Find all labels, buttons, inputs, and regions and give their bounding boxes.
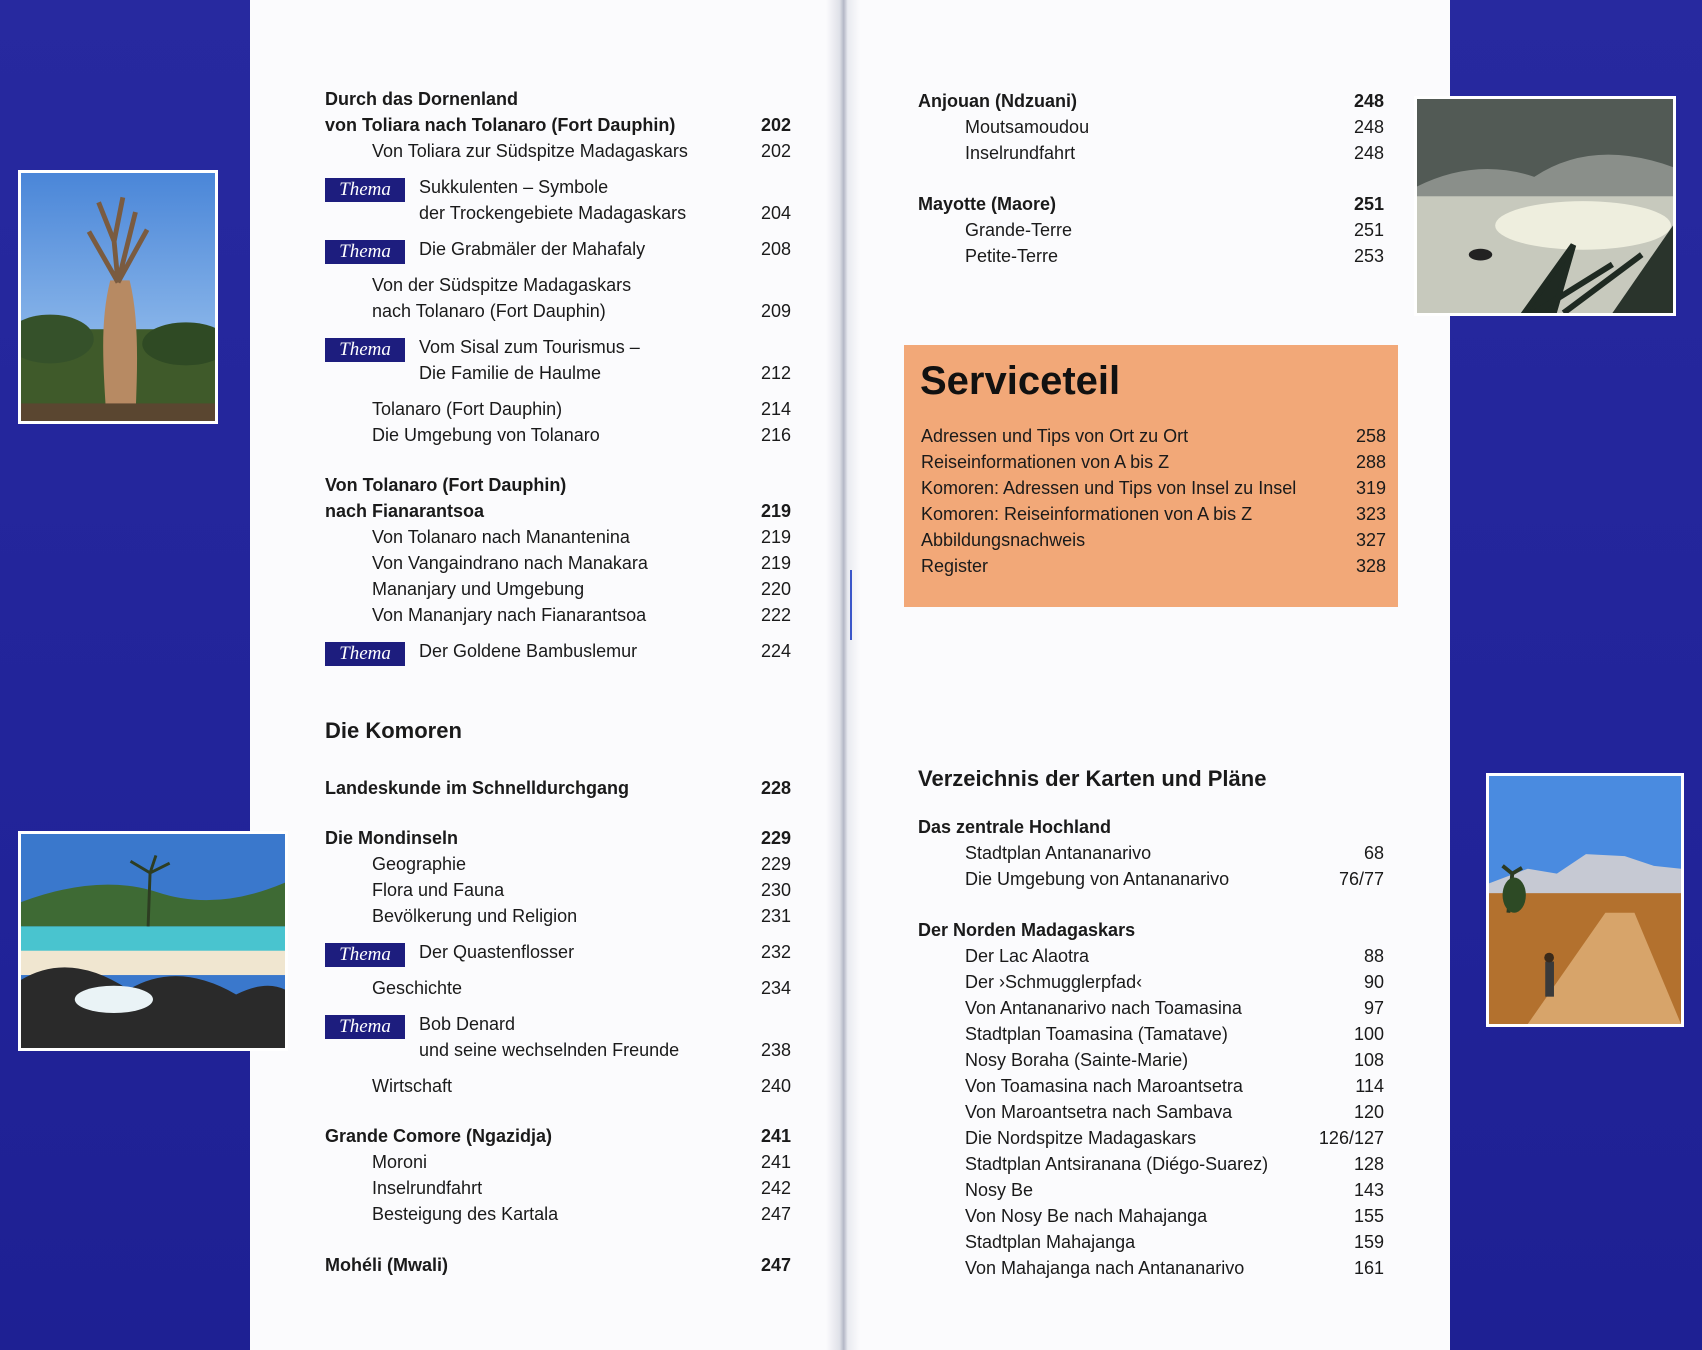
toc-entry-title: Grande-Terre <box>965 220 1073 240</box>
toc-page-number: 143 <box>1353 1180 1384 1200</box>
toc-entry-title: Mohéli (Mwali) <box>325 1255 448 1275</box>
toc-entry-title: Von Toamasina nach Maroantsetra <box>965 1076 1243 1096</box>
toc-page-number: 328 <box>1355 556 1386 576</box>
toc-entry-title: Mayotte (Maore) <box>918 194 1057 214</box>
toc-entry-title: Von Vangaindrano nach Manakara <box>372 553 648 573</box>
toc-entry-title: Geographie <box>372 854 467 874</box>
toc-page-number: 258 <box>1355 426 1386 446</box>
toc-entry-title: Stadtplan Antananarivo <box>965 843 1152 863</box>
toc-page-number: 248 <box>1353 143 1384 163</box>
toc-page-number: 323 <box>1355 504 1386 524</box>
toc-entry-title: Der Norden Madagaskars <box>918 920 1136 940</box>
toc-entry-title: Moroni <box>372 1152 428 1172</box>
toc-entry-title: Der Lac Alaotra <box>965 946 1090 966</box>
toc-entry-title: Moutsamoudou <box>965 117 1090 137</box>
toc-entry-title: nach Fianarantsoa <box>325 501 485 521</box>
toc-entry-title: Wirtschaft <box>372 1076 453 1096</box>
toc-entry-title: Komoren: Reiseinformationen von A bis Z <box>921 504 1253 524</box>
toc-entry-title: Register <box>921 556 989 576</box>
toc-page-number: 208 <box>760 239 791 259</box>
toc-entry-title: Der ›Schmugglerpfad‹ <box>965 972 1143 992</box>
toc-entry-title: Der Goldene Bambuslemur <box>419 641 638 661</box>
toc-page-number: 248 <box>1353 91 1384 111</box>
toc-entry-title: Inselrundfahrt <box>965 143 1076 163</box>
toc-entry-title: Von Tolanaro (Fort Dauphin) <box>325 475 567 495</box>
toc-entry-title: Bob Denard <box>419 1014 516 1034</box>
road-photo <box>1486 773 1684 1027</box>
toc-entry-title: Nosy Be <box>965 1180 1034 1200</box>
toc-entry-title: Abbildungsnachweis <box>921 530 1086 550</box>
toc-entry-title: nach Tolanaro (Fort Dauphin) <box>372 301 606 321</box>
toc-entry-title: Von Mahajanga nach Antananarivo <box>965 1258 1245 1278</box>
thema-badge: Thema <box>325 1015 405 1039</box>
lake-photo <box>1414 96 1676 316</box>
toc-page-number: 241 <box>760 1152 791 1172</box>
toc-page-number: 247 <box>760 1204 791 1224</box>
toc-entry-title: Inselrundfahrt <box>372 1178 483 1198</box>
toc-entry-title: Vom Sisal zum Tourismus – <box>419 337 640 357</box>
thema-badge: Thema <box>325 642 405 666</box>
toc-page-number: 100 <box>1353 1024 1384 1044</box>
toc-page-number: 159 <box>1353 1232 1384 1252</box>
toc-entry-title: Grande Comore (Ngazidja) <box>325 1126 553 1146</box>
toc-page-number: 97 <box>1363 998 1384 1018</box>
section-heading: Die Komoren <box>325 718 462 743</box>
section-heading: Verzeichnis der Karten und Pläne <box>918 766 1267 791</box>
toc-entry-title: Von Maroantsetra nach Sambava <box>965 1102 1233 1122</box>
toc-entry-title: Die Nordspitze Madagaskars <box>965 1128 1197 1148</box>
toc-page-number: 234 <box>760 978 791 998</box>
thema-badge: Thema <box>325 178 405 202</box>
serviceteil-title: Serviceteil <box>920 359 1121 403</box>
toc-page-number: 202 <box>760 115 791 135</box>
toc-page-number: 230 <box>760 880 791 900</box>
toc-entry-title: Die Mondinseln <box>325 828 459 848</box>
toc-page-number: 202 <box>760 141 791 161</box>
toc-page-number: 161 <box>1353 1258 1384 1278</box>
toc-page-number: 327 <box>1355 530 1386 550</box>
toc-page-number: 228 <box>760 778 791 798</box>
toc-entry-title: Sukkulenten – Symbole <box>419 177 609 197</box>
toc-entry-title: Von Antananarivo nach Toamasina <box>965 998 1242 1018</box>
toc-page-number: 222 <box>760 605 791 625</box>
toc-entry-title: Nosy Boraha (Sainte-Marie) <box>965 1050 1189 1070</box>
toc-page-number: 216 <box>760 425 791 445</box>
toc-page-number: 288 <box>1355 452 1386 472</box>
toc-page-number: 220 <box>760 579 791 599</box>
toc-entry-title: Flora und Fauna <box>372 880 505 900</box>
toc-page-number: 204 <box>760 203 791 223</box>
toc-page-number: 251 <box>1353 220 1384 240</box>
toc-entry-title: und seine wechselnden Freunde <box>419 1040 680 1060</box>
toc-page-number: 212 <box>760 363 791 383</box>
toc-page-number: 219 <box>760 553 791 573</box>
toc-entry-title: Von Tolanaro nach Manantenina <box>372 527 630 547</box>
toc-page-number: 231 <box>760 906 791 926</box>
toc-page-number: 214 <box>760 399 791 419</box>
toc-entry-title: Von der Südspitze Madagaskars <box>372 275 632 295</box>
toc-entry-title: Komoren: Adressen und Tips von Insel zu Insel <box>921 478 1297 498</box>
toc-page-number: 232 <box>760 942 791 962</box>
toc-page-number: 248 <box>1353 117 1384 137</box>
toc-page-number: 319 <box>1355 478 1386 498</box>
toc-page-number: 209 <box>760 301 791 321</box>
toc-page-number: 120 <box>1353 1102 1384 1122</box>
toc-entry-title: von Toliara nach Tolanaro (Fort Dauphin) <box>325 115 676 135</box>
toc-page-number: 219 <box>760 527 791 547</box>
toc-page-number: 155 <box>1353 1206 1384 1226</box>
toc-entry-title: Geschichte <box>372 978 463 998</box>
thema-badge: Thema <box>325 338 405 362</box>
toc-entry-title: Die Umgebung von Antananarivo <box>965 869 1230 889</box>
toc-page-number: 247 <box>760 1255 791 1275</box>
toc-entry-title: Der Quastenflosser <box>419 942 575 962</box>
toc-page-number: 240 <box>760 1076 791 1096</box>
baobab-photo <box>18 170 218 424</box>
toc-entry-title: Adressen und Tips von Ort zu Ort <box>921 426 1189 446</box>
toc-entry-title: Reiseinformationen von A bis Z <box>921 452 1170 472</box>
toc-entry-title: Stadtplan Toamasina (Tamatave) <box>965 1024 1228 1044</box>
toc-entry-title: Durch das Dornenland <box>325 89 519 109</box>
toc-page-number: 219 <box>760 501 791 521</box>
book-gutter <box>826 0 860 1350</box>
toc-page-number: 126/127 <box>1318 1128 1384 1148</box>
toc-page-number: 90 <box>1363 972 1384 992</box>
thema-badge: Thema <box>325 240 405 264</box>
toc-entry-title: Mananjary und Umgebung <box>372 579 585 599</box>
toc-page-number: 241 <box>760 1126 791 1146</box>
toc-entry-title: Das zentrale Hochland <box>918 817 1112 837</box>
toc-entry-title: der Trockengebiete Madagaskars <box>419 203 687 223</box>
toc-entry-title: Petite-Terre <box>965 246 1059 266</box>
toc-entry-title: Von Toliara zur Südspitze Madagaskars <box>372 141 688 161</box>
toc-entry-title: Landeskunde im Schnelldurchgang <box>325 778 630 798</box>
toc-page-number: 251 <box>1353 194 1384 214</box>
toc-page-number: 108 <box>1353 1050 1384 1070</box>
toc-page-number: 229 <box>760 854 791 874</box>
toc-entry-title: Die Grabmäler der Mahafaly <box>419 239 646 259</box>
toc-entry-title: Von Mananjary nach Fianarantsoa <box>372 605 647 625</box>
toc-entry-title: Tolanaro (Fort Dauphin) <box>372 399 563 419</box>
toc-page-number: 114 <box>1355 1076 1384 1096</box>
toc-entry-title: Die Umgebung von Tolanaro <box>372 425 600 445</box>
toc-page-number: 224 <box>760 641 791 661</box>
toc-entry-title: Stadtplan Mahajanga <box>965 1232 1136 1252</box>
toc-entry-title: Bevölkerung und Religion <box>372 906 578 926</box>
thema-badge: Thema <box>325 943 405 967</box>
toc-entry-title: Stadtplan Antsiranana (Diégo-Suarez) <box>965 1154 1269 1174</box>
toc-entry-title: Die Familie de Haulme <box>419 363 602 383</box>
beach-photo <box>18 831 288 1051</box>
gutter-mark <box>850 570 852 640</box>
toc-page-number: 242 <box>760 1178 791 1198</box>
toc-page-number: 229 <box>760 828 791 848</box>
toc-entry-title: Von Nosy Be nach Mahajanga <box>965 1206 1208 1226</box>
toc-entry-title: Besteigung des Kartala <box>372 1204 559 1224</box>
toc-page-number: 68 <box>1363 843 1384 863</box>
toc-page-number: 253 <box>1353 246 1384 266</box>
toc-entry-title: Anjouan (Ndzuani) <box>918 91 1077 111</box>
toc-page-number: 128 <box>1353 1154 1384 1174</box>
toc-page-number: 76/77 <box>1338 869 1384 889</box>
toc-page-number: 88 <box>1363 946 1384 966</box>
toc-page-number: 238 <box>760 1040 791 1060</box>
